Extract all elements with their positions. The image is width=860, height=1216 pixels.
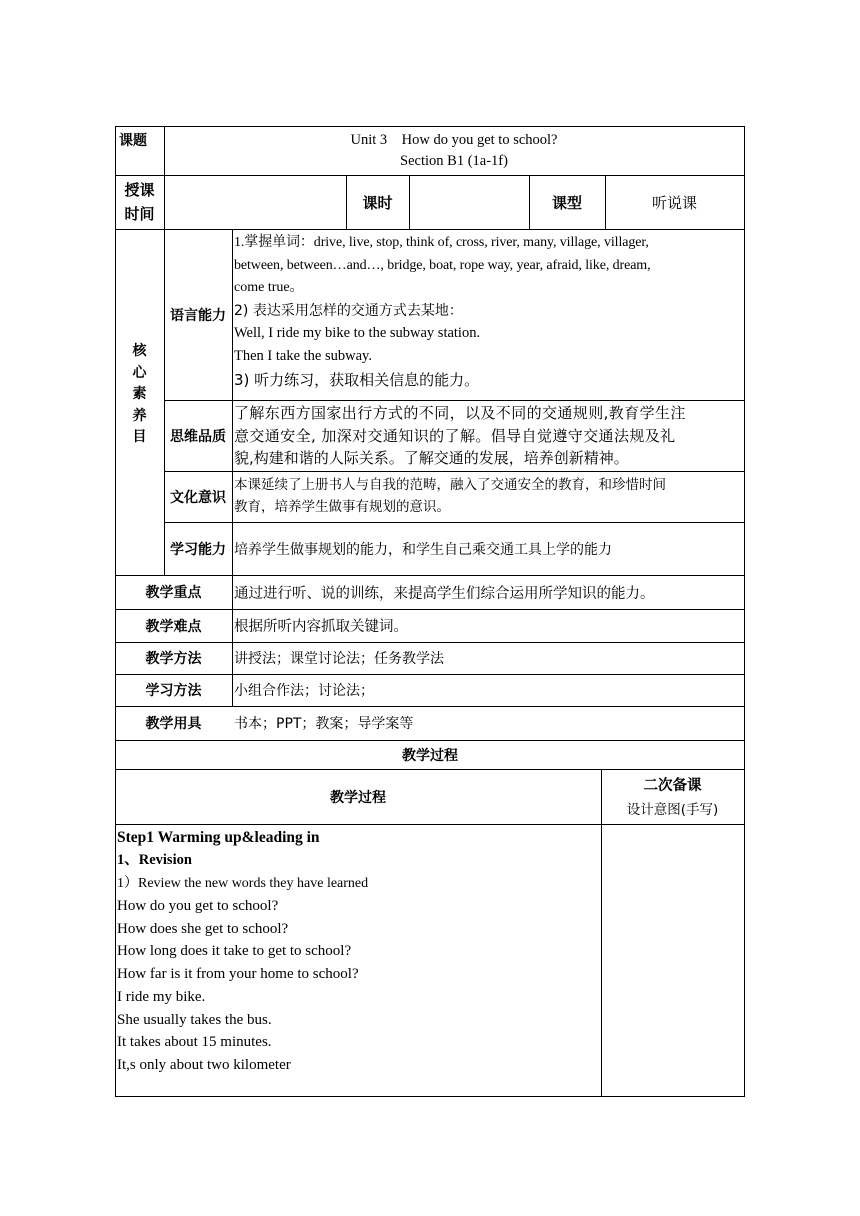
example-sentence: It takes about 15 minutes. — [117, 1034, 272, 1051]
teaching-difficulty-value: 根据所听内容抓取关键词。 — [234, 619, 408, 635]
process-column-header: 教学过程 — [330, 789, 386, 806]
example-sentence: She usually takes the bus. — [117, 1011, 272, 1028]
culture-line: 本课延续了上册书人与自我的范畴，融入了交通安全的教育，和珍惜时间 — [234, 477, 666, 493]
language-line: 1.掌握单词：drive, live, stop, think of, cross, river, many, village, villager, — [234, 235, 649, 250]
process-content — [117, 827, 599, 1077]
teaching-method-label: 教学方法 — [145, 651, 202, 667]
language-line: 3) 听力练习，获取相关信息的能力。 — [234, 371, 480, 389]
language-line: between, between…and…, bridge, boat, rope way, year, afraid, like, dream, — [234, 257, 651, 273]
teaching-time-label — [115, 178, 164, 226]
step-title: Step1 Warming up&leading in — [117, 829, 320, 846]
review-item: 1）Review the new words they have learned — [117, 876, 369, 891]
example-sentence: How long does it take to get to school? — [117, 943, 352, 960]
thinking-line: 意交通安全, 加深对交通知识的了解。倡导自觉遵守交通法规及礼 — [234, 426, 676, 445]
culture-line: 教育，培养学生做事有规划的意识。 — [234, 499, 450, 515]
learning-ability-content: 培养学生做事规划的能力，和学生自己乘交通工具上学的能力 — [234, 541, 612, 558]
unit-title: Unit 3 How do you get to school? — [350, 132, 558, 148]
teaching-difficulty-label: 教学难点 — [145, 618, 202, 635]
teaching-focus-value: 通过进行听、说的训练，来提高学生们综合运用所学知识的能力。 — [234, 585, 655, 602]
example-sentence: It,s only about two kilometer — [117, 1056, 291, 1073]
cultural-awareness-label: 文化意识 — [170, 489, 226, 506]
language-ability-content — [234, 232, 743, 393]
design-intent-title: 设计意图(手写) — [626, 802, 719, 818]
cultural-awareness-content — [234, 474, 744, 518]
language-ability-label: 语言能力 — [170, 307, 226, 324]
topic-label: 课题 — [119, 133, 147, 149]
teaching-method-value: 讲授法；课堂讨论法；任务教学法 — [234, 651, 444, 667]
teaching-time-label-line2: 时间 — [124, 205, 155, 223]
teaching-tools-label: 教学用具 — [145, 716, 202, 732]
class-period-value — [409, 175, 529, 229]
core-competency-label — [115, 341, 164, 449]
language-line: Well, I ride my bike to the subway station. — [234, 325, 481, 341]
revision-subtitle: 1、Revision — [117, 852, 192, 868]
example-sentence: How far is it from your home to school? — [117, 966, 359, 983]
thinking-quality-content — [234, 402, 744, 470]
lesson-type-label: 课型 — [551, 193, 582, 212]
class-period-label: 课时 — [362, 193, 393, 212]
core-label-char: 核 — [132, 343, 147, 359]
teaching-time-value — [164, 175, 346, 229]
learning-ability-label: 学习能力 — [170, 541, 226, 558]
core-label-char: 素 — [132, 386, 147, 402]
secondary-prep-title: 二次备课 — [643, 778, 702, 794]
thinking-line: 貌,构建和谐的人际关系。了解交通的发展，培养创新精神。 — [234, 449, 629, 467]
teaching-time-label-line1: 授课 — [124, 181, 155, 199]
thinking-quality-label: 思维品质 — [170, 428, 226, 445]
lesson-title-block — [164, 130, 744, 172]
handwritten-notes-area[interactable] — [602, 825, 744, 1096]
core-label-char: 心 — [132, 364, 147, 381]
teaching-tools-value: 书本；PPT；教案；导学案等 — [234, 716, 414, 732]
core-label-char: 养 — [132, 407, 147, 424]
example-sentence: How does she get to school? — [117, 920, 289, 937]
thinking-line: 了解东西方国家出行方式的不同，以及不同的交通规则,教育学生注 — [234, 404, 686, 422]
core-label-char: 目 — [132, 429, 147, 445]
teaching-focus-label: 教学重点 — [145, 585, 202, 601]
lesson-type-value: 听说课 — [651, 193, 697, 212]
language-line: Then I take the subway. — [234, 347, 372, 364]
example-sentence: I ride my bike. — [117, 988, 206, 1005]
learning-method-label: 学习方法 — [145, 683, 202, 699]
process-banner: 教学过程 — [402, 747, 458, 764]
learning-method-value: 小组合作法；讨论法； — [234, 683, 374, 699]
example-sentence: How do you get to school? — [117, 898, 279, 914]
secondary-prep-header — [601, 774, 744, 822]
language-line: 2) 表达采用怎样的交通方式去某地： — [234, 302, 463, 319]
language-line: come true。 — [234, 280, 304, 295]
section-title: Section B1 (1a-1f) — [400, 153, 508, 169]
